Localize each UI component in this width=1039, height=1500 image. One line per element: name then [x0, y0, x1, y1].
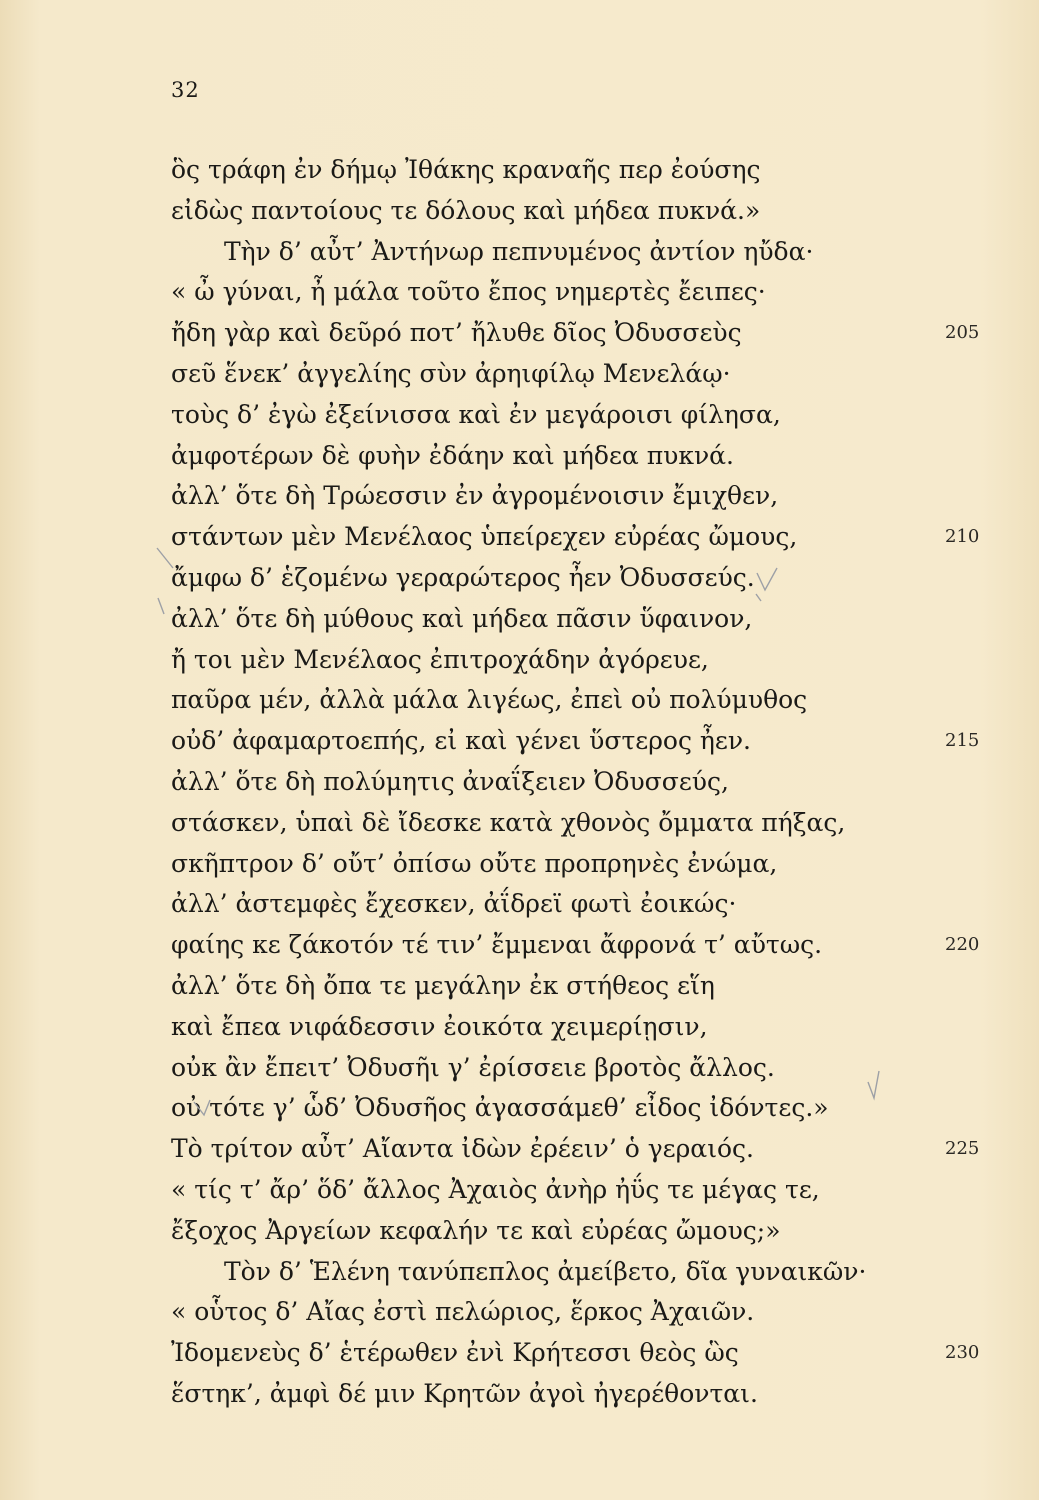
verse-text: ἀλλ’ ἀστεμφὲς ἔχεσκεν, ἀΐδρεϊ φωτὶ ἐοικώς·	[171, 889, 737, 919]
verse-text: « οὗτος δ’ Αἴας ἐστὶ πελώριος, ἕρκος Ἀχαιῶν.	[171, 1297, 755, 1327]
verse-line	[0, 272, 1039, 313]
line-number: 220	[945, 934, 980, 956]
verse-text: σκῆπτρον δ’ οὔτ’ ὀπίσω οὔτε προπρηνὲς ἐνώμα,	[171, 848, 778, 878]
verse-line	[0, 803, 1039, 844]
verse-text: Τὸν δ’ Ἑλένη τανύπεπλος ἀμείβετο, δῖα γυναικῶν·	[224, 1256, 867, 1286]
verse-text: εἰδὼς παντοίους τε δόλους καὶ μήδεα πυκνά.»	[171, 195, 761, 225]
verse-text: ἔξοχος Ἀργείων κεφαλήν τε καὶ εὐρέας ὤμους;»	[171, 1215, 781, 1245]
verse-text: φαίης κε ζάκοτόν τέ τιν’ ἔμμεναι ἄφρονά τ’ αὔτως.	[171, 930, 823, 960]
verse-line	[0, 191, 1039, 232]
verse-line	[0, 844, 1039, 885]
verse-line	[0, 354, 1039, 395]
verse-text: Ἰδομενεὺς δ’ ἑτέρωθεν ἐνὶ Κρήτεσσι θεὸς ὣς	[171, 1338, 739, 1368]
line-number: 225	[945, 1138, 980, 1160]
verse-line	[0, 1211, 1039, 1252]
verse-line	[0, 1088, 1039, 1129]
verse-line	[0, 436, 1039, 477]
verse-text: ἀλλ’ ὅτε δὴ πολύμητις ἀναΐξειεν Ὀδυσσεύς,	[171, 766, 729, 796]
verse-line	[0, 1129, 1039, 1170]
verse-text: ἕστηκ’, ἀμφὶ δέ μιν Κρητῶν ἀγοὶ ἠγερέθονται.	[171, 1378, 758, 1408]
verse-line	[0, 599, 1039, 640]
verse-text: οὐ τότε γ’ ὧδ’ Ὀδυσῆος ἀγασσάμεθ’ εἶδος ἰδόντες.»	[171, 1093, 829, 1123]
verse-line	[0, 395, 1039, 436]
verse-text: Τὸ τρίτον αὖτ’ Αἴαντα ἰδὼν ἐρέειν’ ὁ γεραιός.	[171, 1134, 754, 1164]
verse-line	[0, 1048, 1039, 1089]
verse-line	[0, 517, 1039, 558]
verse-text: Τὴν δ’ αὖτ’ Ἀντήνωρ πεπνυμένος ἀντίον ηὔδα·	[224, 236, 814, 266]
verse-line	[0, 640, 1039, 681]
verse-text: καὶ ἔπεα νιφάδεσσιν ἐοικότα χειμερίῃσιν,	[171, 1011, 708, 1041]
verse-line	[0, 558, 1039, 599]
verse-line	[0, 313, 1039, 354]
verse-text: ἀμφοτέρων δὲ φυὴν ἐδάην καὶ μήδεα πυκνά.	[171, 440, 735, 470]
verse-text: στάσκεν, ὑπαὶ δὲ ἴδεσκε κατὰ χθονὸς ὄμματα πήξας,	[171, 807, 846, 837]
verse-line	[0, 1374, 1039, 1415]
verse-line	[0, 762, 1039, 803]
verse-text: οὐδ’ ἀφαμαρτοεπής, εἰ καὶ γένει ὕστερος ἦεν.	[171, 726, 751, 756]
verse-text: « ὦ γύναι, ἦ μάλα τοῦτο ἔπος νημερτὲς ἔειπες·	[171, 277, 766, 307]
verse-text: ὃς τράφη ἐν δήμῳ Ἰθάκης κραναῆς περ ἐούσης	[171, 155, 761, 184]
verse-line	[0, 1333, 1039, 1374]
verse-line	[0, 476, 1039, 517]
verse-line	[0, 884, 1039, 925]
verse-line	[0, 1292, 1039, 1333]
verse-line	[0, 150, 1039, 191]
verse-line	[0, 1170, 1039, 1211]
verse-block	[0, 150, 1039, 1415]
verse-text: ἀλλ’ ὅτε δὴ ὄπα τε μεγάλην ἐκ στήθεος εἵη	[171, 970, 715, 1000]
verse-text: σεῦ ἕνεκ’ ἀγγελίης σὺν ἀρηιφίλῳ Μενελάῳ·	[171, 358, 731, 388]
verse-text: ἤδη γὰρ καὶ δεῦρό ποτ’ ἤλυθε δῖος Ὀδυσσεὺς	[171, 318, 742, 348]
page-number: 32	[171, 78, 200, 102]
verse-text: ἄμφω δ’ ἑζομένω γεραρώτερος ἦεν Ὀδυσσεύς.	[171, 562, 755, 592]
verse-line	[0, 680, 1039, 721]
line-number: 230	[945, 1342, 980, 1364]
verse-line	[0, 232, 1039, 273]
verse-text: παῦρα μέν, ἀλλὰ μάλα λιγέως, ἐπεὶ οὐ πολύμυθος	[171, 685, 808, 715]
verse-text: οὐκ ἂν ἔπειτ’ Ὀδυσῆι γ’ ἐρίσσειε βροτὸς ἄλλος.	[171, 1052, 775, 1082]
line-number: 210	[945, 526, 980, 548]
verse-line	[0, 721, 1039, 762]
verse-text: ἀλλ’ ὅτε δὴ Τρώεσσιν ἐν ἀγρομένοισιν ἔμιχθεν,	[171, 481, 779, 511]
verse-text: ἀλλ’ ὅτε δὴ μύθους καὶ μήδεα πᾶσιν ὕφαινον,	[171, 603, 753, 633]
verse-line	[0, 1007, 1039, 1048]
verse-line	[0, 1252, 1039, 1293]
verse-text: ἤ τοι μὲν Μενέλαος ἐπιτροχάδην ἀγόρευε,	[171, 644, 709, 674]
verse-text: « τίς τ’ ἄρ’ ὅδ’ ἄλλος Ἀχαιὸς ἀνὴρ ἠΰς τε μέγας τε,	[171, 1174, 820, 1204]
verse-line	[0, 925, 1039, 966]
verse-text: τοὺς δ’ ἐγὼ ἐξείνισσα καὶ ἐν μεγάροισι φίλησα,	[171, 399, 781, 429]
verse-text: στάντων μὲν Μενέλαος ὑπείρεχεν εὐρέας ὤμους,	[171, 522, 798, 552]
line-number: 205	[945, 322, 980, 344]
verse-line	[0, 966, 1039, 1007]
line-number: 215	[945, 730, 980, 752]
